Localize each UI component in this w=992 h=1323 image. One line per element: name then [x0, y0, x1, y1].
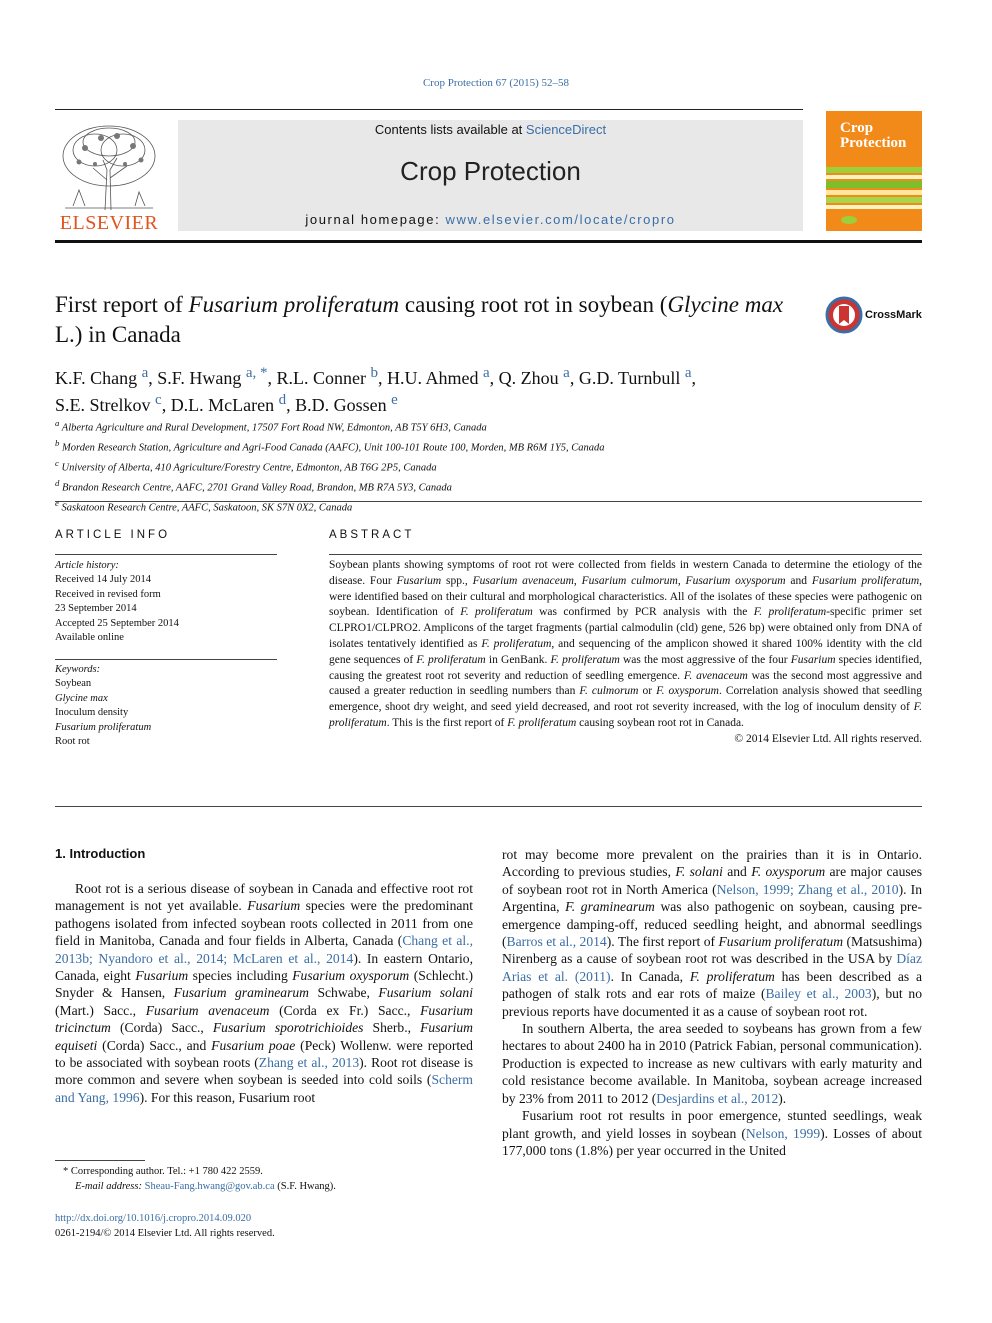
article-title: First report of Fusarium proliferatum causing root rot in soybean (Glycine max L.) in Canada: [55, 292, 784, 347]
journal-banner: [178, 120, 803, 231]
email-label: E-mail address:: [75, 1181, 145, 1192]
affiliation-item: [55, 456, 915, 476]
contents-line: [178, 122, 803, 137]
keyword-item: Root rot: [55, 736, 90, 748]
journal-cover[interactable]: [826, 111, 922, 231]
header-rule: [55, 109, 803, 110]
keyword-item: Inoculum density: [55, 707, 129, 719]
affiliation-mark: a: [55, 418, 60, 428]
affiliation-mark: b: [55, 438, 60, 448]
abstract-end-rule: [55, 806, 922, 807]
doi-link[interactable]: http://dx.doi.org/10.1016/j.cropro.2014.09.020: [55, 1213, 252, 1224]
affiliation-text: Morden Research Station, Agriculture and Agri-Food Canada (AAFC), Unit 100-101 Route 100, Morden, MB R6M 1Y5, Canada: [59, 442, 605, 454]
cover-stripe: [826, 205, 922, 209]
abstract-body: [329, 558, 922, 748]
crossmark-label: CrossMark: [865, 309, 922, 321]
keywords: [55, 663, 277, 749]
affiliation-mark: e: [55, 498, 59, 508]
elsevier-logo[interactable]: [55, 120, 163, 234]
email-suffix: (S.F. Hwang).: [274, 1181, 336, 1192]
body-column-left: Root rot is a serious disease of soybean in Canada and effective root rot management is not yet available. Fusarium species were the predominant pathogens isolated from infected soybean roots collected in 2011 from one field in Manitoba, Canada and four fields in Alberta, Canada (Chang et al., 2013b; Nyandoro et al., 2014; McLaren et al., 2014). In eastern Ontario, Canada, eight Fusarium species including Fusarium oxysporum (Schlecht.) Snyder & Hansen, Fusarium graminearum Schwabe, Fusarium solani (Mart.) Sacc., Fusarium avenaceum (Corda ex Fr.) Sacc., Fusarium tricinctum (Corda) Sacc., Fusarium sporotrichioides Sherb., Fusarium equiseti (Corda) Sacc., and Fusarium poae (Peck) Wollenw. were reported to be associated with soybean roots (Zhang et al., 2013). Root rot disease is more common and severe when soybean is seeded into cold soils (Scherm and Yang, 1996). For this reason, Fusarium root: [55, 881, 473, 1105]
history-label: Article history:: [55, 560, 119, 571]
sciencedirect-link[interactable]: ScienceDirect: [525, 122, 607, 137]
crossmark-icon: [825, 296, 863, 334]
journal-citation: [0, 77, 992, 89]
history-item: 23 September 2014: [55, 603, 137, 615]
history-item: Available online: [55, 632, 124, 644]
crossmark-badge[interactable]: [825, 296, 925, 336]
cover-leaf-icon: [840, 215, 858, 225]
cover-stripe: [826, 167, 922, 173]
affiliation-mark: d: [55, 478, 60, 488]
abstract-rule: [329, 554, 922, 555]
affiliation-mark: c: [55, 458, 59, 468]
author-list: K.F. Chang $^a$, S.F. Hwang $^{a, *}$, R.L. Conner $^b$, H.U. Ahmed $^a$, Q. Zhou $^a$, G.D. Turnbull $^a$, S.E. Strelkov $^c$, D.L. McLaren $^d$, B.D. Gossen $^e$: [55, 365, 697, 415]
keyword-item: Fusarium proliferatum: [55, 721, 152, 733]
history-item: Received 14 July 2014: [55, 574, 151, 586]
elsevier-tree-icon: [55, 120, 163, 212]
abstract-heading: ABSTRACT: [329, 529, 415, 541]
homepage-line: [178, 212, 803, 227]
contents-prefix: Contents lists available at: [374, 122, 526, 137]
affiliation-item: [55, 436, 915, 456]
corresponding-author: * Corresponding author. Tel.: +1 780 422 2559.: [63, 1166, 263, 1177]
abstract-copyright: © 2014 Elsevier Ltd. All rights reserved.: [734, 732, 922, 745]
corresponding-footnote: [55, 1164, 475, 1194]
section-rule: [55, 501, 922, 502]
journal-name: Crop Protection: [400, 156, 581, 186]
affiliation-item: [55, 496, 915, 516]
keywords-rule: [55, 659, 277, 660]
article-info-rule: [55, 554, 277, 555]
footnote-rule: [55, 1160, 145, 1161]
cover-title-line2: Protection: [840, 135, 907, 151]
email-line: [55, 1179, 475, 1194]
affiliation-text: Alberta Agriculture and Rural Development, 17507 Fort Road NW, Edmonton, AB T5Y 6H3, Canada: [59, 422, 487, 434]
keyword-item: Soybean: [55, 678, 92, 690]
elsevier-wordmark: ELSEVIER: [59, 212, 159, 234]
keyword-item: Glycine max: [55, 692, 108, 704]
cover-stripe: [826, 175, 922, 179]
email-link[interactable]: Sheau-Fang.hwang@gov.ab.ca: [144, 1181, 275, 1192]
article-history: [55, 559, 277, 645]
cover-title: [840, 121, 906, 151]
affiliation-text: Brandon Research Centre, AAFC, 2701 Grand Valley Road, Brandon, MB R7A 5Y3, Canada: [59, 482, 452, 494]
cover-stripe: [826, 181, 922, 188]
homepage-link[interactable]: www.elsevier.com/locate/cropro: [445, 212, 676, 227]
introduction-heading: 1. Introduction: [55, 846, 146, 861]
article-info-heading: ARTICLE INFO: [55, 529, 171, 541]
history-item: Received in revised form: [55, 588, 161, 600]
issn-line: 0261-2194/© 2014 Elsevier Ltd. All rights reserved.: [55, 1228, 275, 1239]
affiliation-item: [55, 476, 915, 496]
body-column-right: rot may become more prevalent on the prairies than it is in Ontario. According to previous studies, F. solani and F. oxysporum are major causes of soybean root rot in North America (Nelson, 1999; Zhang et al., 2010). In Argentina, F. graminearum was also pathogenic on soybean, causing pre-emergence damping-off, reduced seedling height, and abnormal seedlings (Barros et al., 2014). The first report of Fusarium proliferatum (Matsushima) Nirenberg as a cause of soybean root rot was described in the USA by Díaz Arias et al. (2011). In Canada, F. proliferatum has been described as a pathogen of stalk rots and ear rots of maize (Bailey et al., 2003), but no previous reports have documented it as a cause of soybean root rot. In southern Alberta, the area seeded to soybeans has grown from a few hectares to about 2400 ha in 2010 (Patrick Fabian, personal communication). Production is expected to increase as new cultivars with early maturity and cold resistance become available. In Manitoba, soybean acreage increased by 23% from 2011 to 2012 (Desjardins et al., 2012). Fusarium root rot results in poor emergence, stunted seedlings, weak plant growth, and yield losses in soybean (Nelson, 1999). Losses of about 177,000 tons (1.8%) per year occurred in the United: [502, 847, 923, 1158]
history-item: Accepted 25 September 2014: [55, 617, 179, 629]
cover-title-line1: Crop: [840, 120, 874, 136]
abstract-text: Soybean plants showing symptoms of root rot were collected from fields in western Canada to determine the etiology of the disease. Four Fusarium spp., Fusarium avenaceum, Fusarium culmorum, Fusarium oxysporum and Fusarium proliferatum, were identified based on their cultural and morphological characteristics. All of the isolates of these species were pathogenic on soybean. Identification of F. proliferatum was confirmed by PCR analysis with the F. proliferatum-specific primer set CLPRO1/CLPRO2. Amplicons of the target fragments (partial calmodulin (cld) gene, 526 bp) were obtained only from DNA of isolates tentatively identified as F. proliferatum, and sequencing of the amplicon showed it shared 100% identity with the cld gene sequences of F. proliferatum in GenBank. F. proliferatum was the most aggressive of the four Fusarium species identified, causing the greatest root rot severity and reduction of seedling emergence. F. avenaceum was the second most aggressive and caused a greater reduction in seedling numbers than F. culmorum or F. oxysporum. Correlation analysis showed that seedling emergence, shoot dry weight, and seed yield decreased, and root rot severity increased, with the log of inoculum density of F. proliferatum. This is the first report of F. proliferatum causing soybean root rot in Canada.: [329, 559, 923, 729]
header-thick-rule: [55, 240, 922, 243]
page-footer: [55, 1211, 475, 1241]
homepage-prefix: journal homepage:: [305, 212, 446, 227]
cover-stripe: [826, 190, 922, 195]
affiliation-item: [55, 416, 915, 436]
cover-stripe: [826, 197, 922, 203]
keywords-label: Keywords:: [55, 664, 101, 675]
citation-link[interactable]: Crop Protection 67 (2015) 52–58: [422, 77, 570, 89]
affiliation-text: Saskatoon Research Centre, AAFC, Saskatoon, SK S7N 0X2, Canada: [58, 502, 353, 514]
affiliation-text: University of Alberta, 410 Agriculture/Forestry Centre, Edmonton, AB T6G 2P5, Canada: [58, 462, 437, 474]
